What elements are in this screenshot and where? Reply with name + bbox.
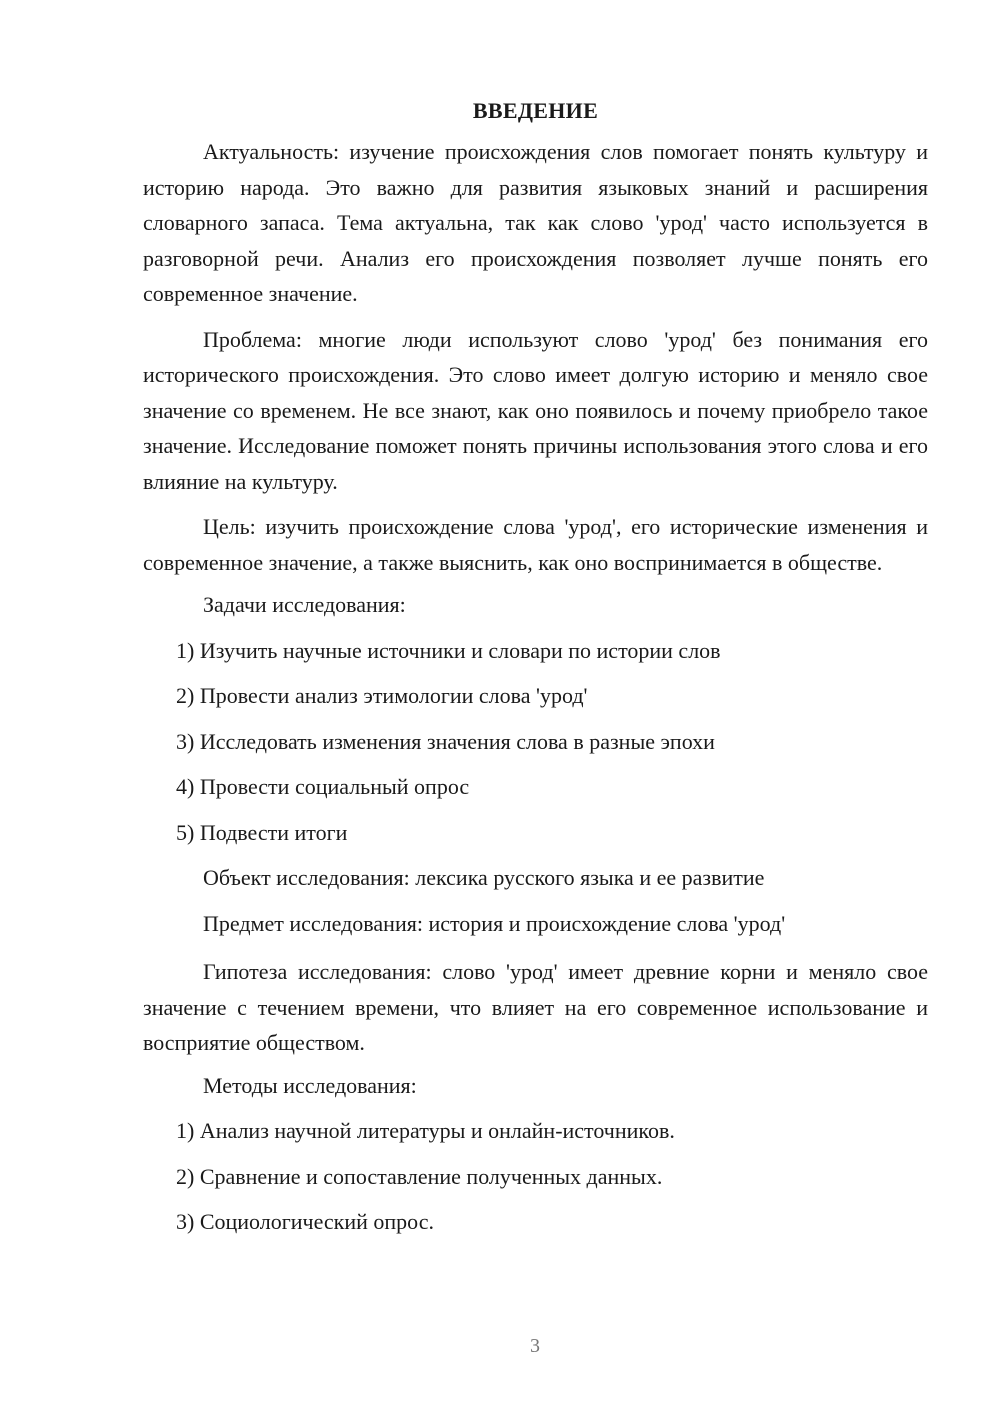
list-item: 1) Анализ научной литературы и онлайн-источников. (176, 1118, 675, 1143)
list-item: 5) Подвести итоги (176, 819, 348, 845)
goal-paragraph: Цель: изучить происхождение слова 'урод', его исторические изменения и современное значение, а также выяснить, как оно воспринимается в обществе. (143, 514, 928, 575)
tasks-heading: Задачи исследования: (203, 592, 406, 617)
list-item: 1) Изучить научные источники и словари по истории слов (176, 637, 721, 663)
research-subject: Предмет исследования: история и происхождение слова 'урод' (203, 910, 786, 936)
problem-paragraph: Проблема: многие люди используют слово 'урод' без понимания его исторического происхождения. Это слово имеет долгую историю и меняло свое значение со временем. Не все знают, как оно появилось и почему приобрело такое значение. Исследование поможет понять причины использования этого слова и его влияние на культуру. (143, 326, 928, 494)
section-title: ВВЕДЕНИЕ (472, 98, 599, 123)
list-item: 3) Социологический опрос. (176, 1209, 434, 1234)
hypothesis-paragraph: Гипотеза исследования: слово 'урод' имеет древние корни и меняло свое значение с течением времени, что влияет на его современное использование и восприятие обществом. (143, 959, 928, 1055)
list-item: 4) Провести социальный опрос (176, 774, 470, 799)
list-item: 2) Провести анализ этимологии слова 'урод' (176, 683, 588, 708)
methods-heading: Методы исследования: (203, 1072, 417, 1098)
page-number: 3 (530, 1335, 540, 1357)
relevance-paragraph: Актуальность: изучение происхождения слов помогает понять культуру и историю народа. Это важно для развития языковых знаний и расширения словарного запаса. Тема актуальна, так как слово 'урод' часто используется в разговорной речи. Анализ его происхождения позволяет лучше понять его современное значение. (143, 139, 928, 306)
list-item: 3) Исследовать изменения значения слова в разные эпохи (176, 728, 715, 754)
methods-list (143, 1116, 928, 1237)
list-item: 2) Сравнение и сопоставление полученных данных. (176, 1163, 663, 1189)
research-object: Объект исследования: лексика русского языка и ее развитие (203, 865, 765, 890)
document-page (143, 96, 928, 1253)
tasks-list (143, 636, 928, 848)
